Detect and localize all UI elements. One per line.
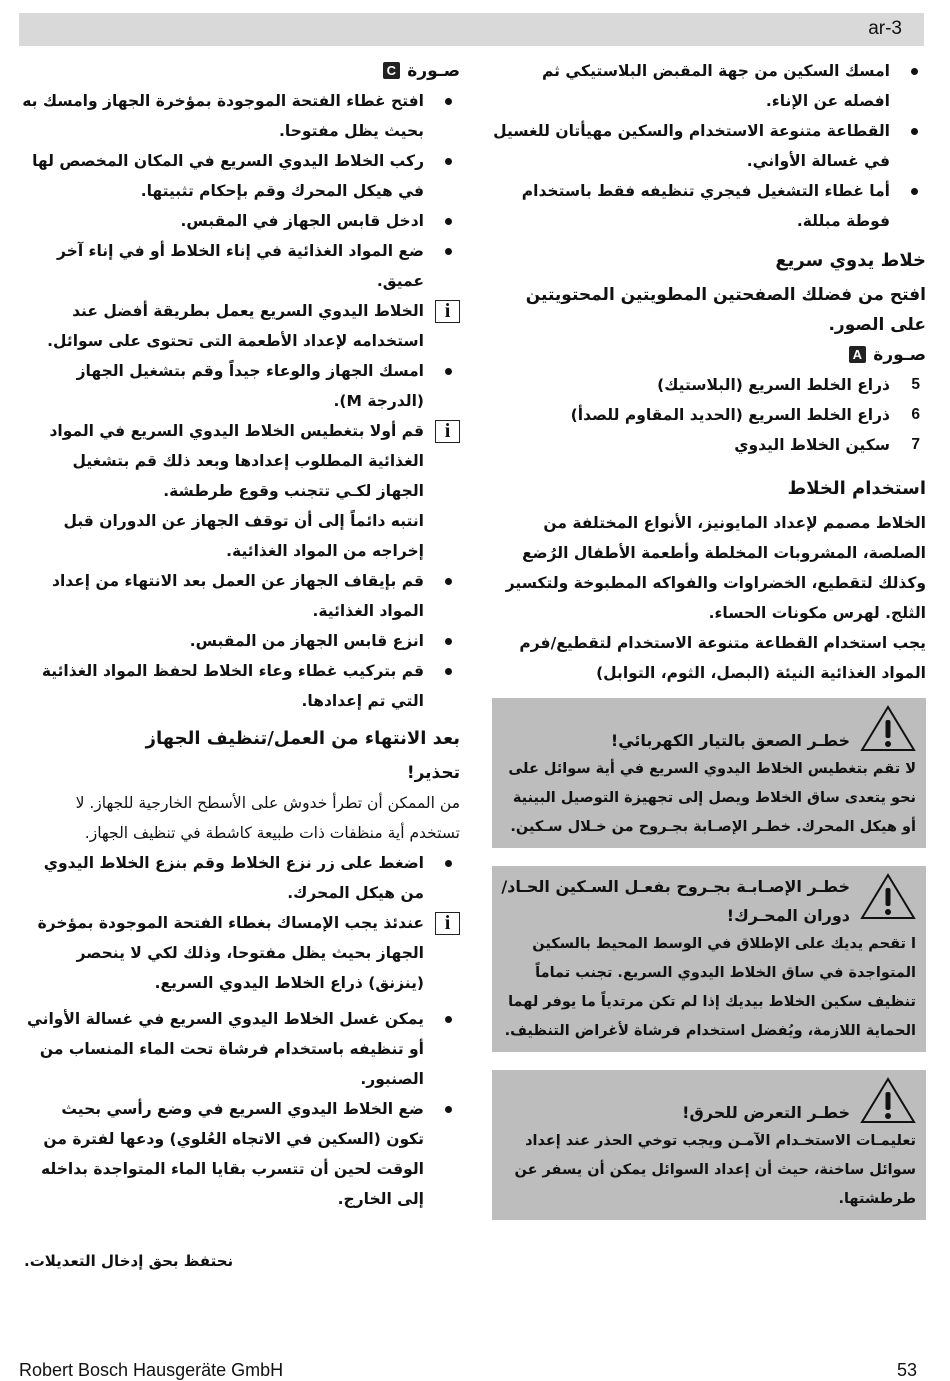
list-item: ادخل قابس الجهاز في المقبس.	[22, 206, 460, 236]
bullet-icon	[445, 158, 452, 165]
warning-triangle-icon	[860, 704, 916, 752]
list-item: امسك السكين من جهة المقبض البلاستيكي ثم افصله عن الإناء.	[492, 56, 926, 116]
bullet-icon	[445, 1106, 452, 1113]
list-item: أما غطاء التشغيل فيجري تنظيفه فقط باستخدام فوطة مبللة.	[492, 176, 926, 236]
bullet-icon	[911, 188, 918, 195]
info-note: i قم أولا بتغطيس الخلاط اليدوي السريع في المواد الغذائية المطلوب إعدادها وبعد ذلك قم بتشغيل الجهاز لكـي تتجنب وقوع طرطشة. انتبه دائماً إلى أن توقف الجهاز عن الدوران قبل إخراجه من المواد الغذائية.	[22, 416, 460, 566]
list-item: اضغط على زر نزع الخلاط وقم بنزع الخلاط اليدوي من هيكل المحرك.	[22, 848, 460, 908]
list-item: افتح غطاء الفتحة الموجودة بمؤخرة الجهاز وامسك به بحيث يظل مفتوحا.	[22, 86, 460, 146]
page-code: ar-3	[868, 18, 902, 39]
figure-label-a: صـورة A	[492, 340, 926, 370]
list-item: امسك الجهاز والوعاء جيداً وقم بتشغيل الجهاز (الدرجة M).	[22, 356, 460, 416]
bullet-icon	[911, 68, 918, 75]
info-note: i عندئذ يجب الإمساك بغطاء الفتحة الموجودة بمؤخرة الجهاز بحيث يظل مفتوحا، وذلك لكي لا ينحصر (ينزنق) ذراع الخلاط اليدوي السريع.	[22, 908, 460, 998]
list-item: ضع المواد الغذائية في إناء الخلاط أو في إناء آخر عميق.	[22, 236, 460, 296]
info-note: i الخلاط اليدوي السريع يعمل بطريقة أفضل عند استخدامه لإعداد الأطعمة التى تحتوى على سوائل.	[22, 296, 460, 356]
bullet-icon	[445, 1016, 452, 1023]
warning-triangle-icon	[860, 872, 916, 920]
bullet-icon	[445, 218, 452, 225]
list-item: قم بتركيب غطاء وعاء الخلاط لحفظ المواد الغذائية التي تم إعدادها.	[22, 656, 460, 716]
warning-box-electric: خطـر الصعق بالتيار الكهربائي! لا تقم بتغطيس الخلاط اليدوي السريع في أية سوائل على نحو يتعدى ساق الخلاط ويصل إلى تجهيزة التوصيل البينية أو هيكل المحرك. خطـر الإصـابة بجـروح من خـلال سـكين.	[492, 698, 926, 848]
section-title-usage: استخدام الخلاط	[787, 478, 926, 499]
bullet-icon	[911, 128, 918, 135]
fold-instruction: افتح من فضلك الصفحتين المطويتين المحتويتين على الصور.	[525, 285, 926, 335]
warning-box-burn: خطـر التعرض للحرق! تعليمـات الاستخـدام الآمـن ويجب توخي الحذر عند إعداد سوائل ساخنة، حيث أن إعداد السوائل يمكن أن يسفر عن طرطشتها.	[492, 1070, 926, 1220]
footer-company: Robert Bosch Hausgeräte GmbH	[19, 1360, 284, 1380]
usage-paragraph: الخلاط مصمم لإعداد المايونيز، الأنواع المختلفة من الصلصة، المشروبات المخلطة وأطعمة الأطفال الرُضع وكذلك لتقطيع، الخضراوات والفواكه المطبوخة ولتكسير الثلج. لهرس مكونات الحساء.	[505, 514, 926, 622]
bullet-icon	[445, 860, 452, 867]
bullet-icon	[445, 638, 452, 645]
info-icon: i	[435, 912, 460, 935]
bullet-icon	[445, 578, 452, 585]
figure-letter-box: C	[383, 62, 400, 79]
list-item: ركب الخلاط اليدوي السريع في المكان المخصص لها في هيكل المحرك وقم بإحكام تثبيتها.	[22, 146, 460, 206]
caution-body: من الممكن أن تطرأ خدوش على الأسطح الخارجية للجهاز. لا تستخدم أية منظفات ذات طبيعة كاشطة في تنظيف الجهاز.	[75, 794, 460, 842]
bullet-icon	[445, 98, 452, 105]
figure-label-c: صـورة C	[22, 56, 460, 86]
left-column	[22, 56, 460, 1214]
list-item: قم بإيقاف الجهاز عن العمل بعد الانتهاء من إعداد المواد الغذائية.	[22, 566, 460, 626]
list-item: يمكن غسل الخلاط اليدوي السريع في غسالة الأواني أو تنظيفه باستخدام فرشاة تحت الماء المنساب من الصنبور.	[22, 1004, 460, 1094]
section-title-cleaning: بعد الانتهاء من العمل/تنظيف الجهاز	[145, 728, 460, 749]
bullet-icon	[445, 248, 452, 255]
page-number: 53	[896, 1360, 917, 1380]
part-item: 6 ذراع الخلط السريع (الحديد المقاوم للصدأ)	[570, 406, 920, 424]
figure-letter-box: A	[849, 346, 866, 363]
list-item: القطاعة متنوعة الاستخدام والسكين مهيأتان للغسيل في غسالة الأواني.	[492, 116, 926, 176]
warning-box-knife: خطـر الإصـابـة بجـروح بفعـل السـكين الحـاد/ دوران المحـرك! ا تقحم يديك على الإطلاق في الوسط المحيط بالسكين المتواجدة في ساق الخلاط اليدوي السريع. تجنب تماماً تنظيف سكين الخلاط بيديك إذا لم تكن مرتدياً ما يوفر لهما الحماية اللازمة، ويُفضل استخدام فرشاة لأغراض التنظيف.	[492, 866, 926, 1052]
info-icon: i	[435, 300, 460, 323]
usage-paragraph: يجب استخدام القطاعة متنوعة الاستخدام لتقطيع/فرم المواد الغذائية النيئة (البصل، الثوم، التوابل)	[519, 634, 926, 682]
modification-note: نحتفظ بحق إدخال التعديلات.	[24, 1252, 234, 1270]
bullet-icon	[445, 668, 452, 675]
header-bar	[19, 13, 924, 46]
caution-title: تحذير!	[406, 763, 460, 783]
section-title-hand-blender: خلاط يدوي سريع	[775, 250, 926, 271]
right-column	[492, 56, 926, 1230]
part-item: 5 ذراع الخلط السريع (البلاستيك)	[657, 376, 920, 394]
list-item: انزع قابس الجهاز من المقبس.	[22, 626, 460, 656]
info-icon: i	[435, 420, 460, 443]
warning-triangle-icon	[860, 1076, 916, 1124]
part-item: 7 سكين الخلاط اليدوي	[734, 436, 920, 454]
bullet-icon	[445, 368, 452, 375]
list-item: ضع الخلاط اليدوي السريع في وضع رأسي بحيث تكون (السكين في الاتجاه العُلوي) ودعها لفترة من الوقت لحين أن تتسرب بقايا الماء المتواجدة بداخله إلى الخارج.	[22, 1094, 460, 1214]
